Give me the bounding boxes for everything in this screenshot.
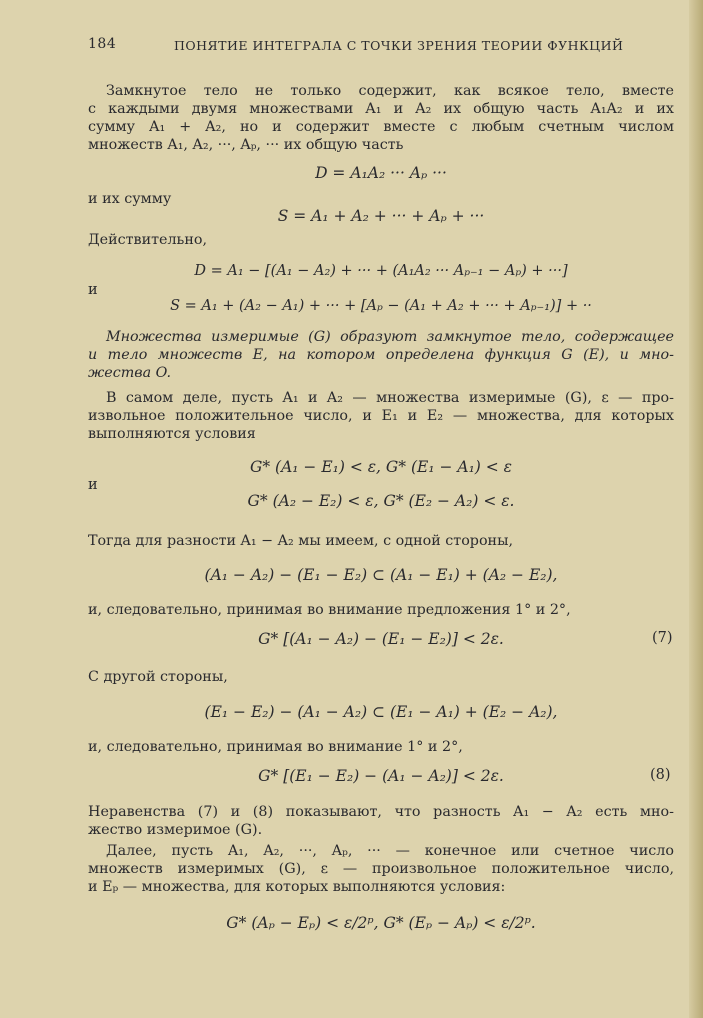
paragraph-line: и Eₚ — множества, для которых выполняются условия: — [88, 879, 506, 895]
equation-inclusion-2: (E₁ − E₂) − (A₁ − A₂) ⊂ (E₁ − A₁) + (E₂ − A₂), — [204, 703, 558, 721]
theorem-line: Множества измеримые (G) образуют замкнутое тело, содержащее — [106, 329, 674, 345]
text-line: и их сумму — [88, 191, 172, 207]
paragraph-line: с каждыми двумя множествами A₁ и A₂ их общую часть A₁A₂ и их — [88, 101, 674, 117]
theorem-line: и тело множеств E, на котором определена функция G (E), и мно- — [88, 347, 674, 363]
running-title: ПОНЯТИЕ ИНТЕГРАЛА С ТОЧКИ ЗРЕНИЯ ТЕОРИИ ФУНКЦИЙ — [174, 38, 624, 53]
paragraph-line: множеств A₁, A₂, ···, Aₚ, ··· их общую часть — [88, 137, 404, 153]
theorem-line: жества O. — [88, 365, 172, 381]
equation-sum: S = A₁ + A₂ + ··· + Aₚ + ··· — [277, 207, 485, 225]
equation-inclusion-1: (A₁ − A₂) − (E₁ − E₂) ⊂ (A₁ − E₁) + (A₂ − E₂), — [204, 566, 558, 584]
paragraph-line: выполняются условия — [88, 426, 256, 442]
text-and: и — [88, 282, 98, 298]
paragraph-line: жество измеримое (G). — [88, 822, 263, 838]
equation-7: G* [(A₁ − A₂) − (E₁ − E₂)] < 2ε. — [258, 630, 504, 648]
equation-intersection-expanded: D = A₁ − [(A₁ − A₂) + ··· + (A₁A₂ ··· Aₚ₋₁ − Aₚ) + ···] — [194, 263, 568, 279]
text-line: Тогда для разности A₁ − A₂ мы имеем, с одной стороны, — [88, 533, 514, 549]
text-line: Действительно, — [88, 232, 208, 248]
equation-number-7: (7) — [652, 630, 673, 646]
paragraph-line: Замкнутое тело не только содержит, как всякое тело, вместе — [106, 83, 674, 99]
equation-sum-expanded: S = A₁ + (A₂ − A₁) + ··· + [Aₚ − (A₁ + A₂ + ··· + Aₚ₋₁)] + ·· — [170, 298, 592, 314]
equation-number-8: (8) — [650, 767, 671, 783]
paragraph-line: Неравенства (7) и (8) показывают, что разность A₁ − A₂ есть мно- — [88, 804, 674, 820]
page-number: 184 — [88, 36, 117, 52]
paragraph-line: извольное положительное число, и E₁ и E₂ — множества, для которых — [88, 408, 674, 424]
page-header — [88, 36, 678, 54]
equation-8: G* [(E₁ − E₂) − (A₁ − A₂)] < 2ε. — [258, 767, 504, 785]
text-line: и, следовательно, принимая во внимание 1° и 2°, — [88, 739, 463, 755]
paragraph-line: множеств измеримых (G), ε — произвольное положительное число, — [88, 861, 674, 877]
text-line: и, следовательно, принимая во внимание предложения 1° и 2°, — [88, 602, 571, 618]
text-and: и — [88, 477, 98, 493]
equation-condition-2: G* (A₂ − E₂) < ε, G* (E₂ − A₂) < ε. — [247, 492, 515, 510]
paragraph-line: сумму A₁ + A₂, но и содержит вместе с любым счетным числом — [88, 119, 674, 135]
text-line: С другой стороны, — [88, 669, 228, 685]
equation-intersection: D = A₁A₂ ··· Aₚ ··· — [315, 164, 447, 182]
page-edge — [689, 0, 703, 1018]
paragraph-line: В самом деле, пусть A₁ и A₂ — множества измеримые (G), ε — про- — [106, 390, 674, 406]
equation-final-conditions: G* (Aₚ − Eₚ) < ε/2ᵖ, G* (Eₚ − Aₚ) < ε/2ᵖ. — [226, 914, 536, 932]
paragraph-line: Далее, пусть A₁, A₂, ···, Aₚ, ··· — конечное или счетное число — [106, 843, 674, 859]
equation-condition-1: G* (A₁ − E₁) < ε, G* (E₁ − A₁) < ε — [249, 458, 513, 476]
